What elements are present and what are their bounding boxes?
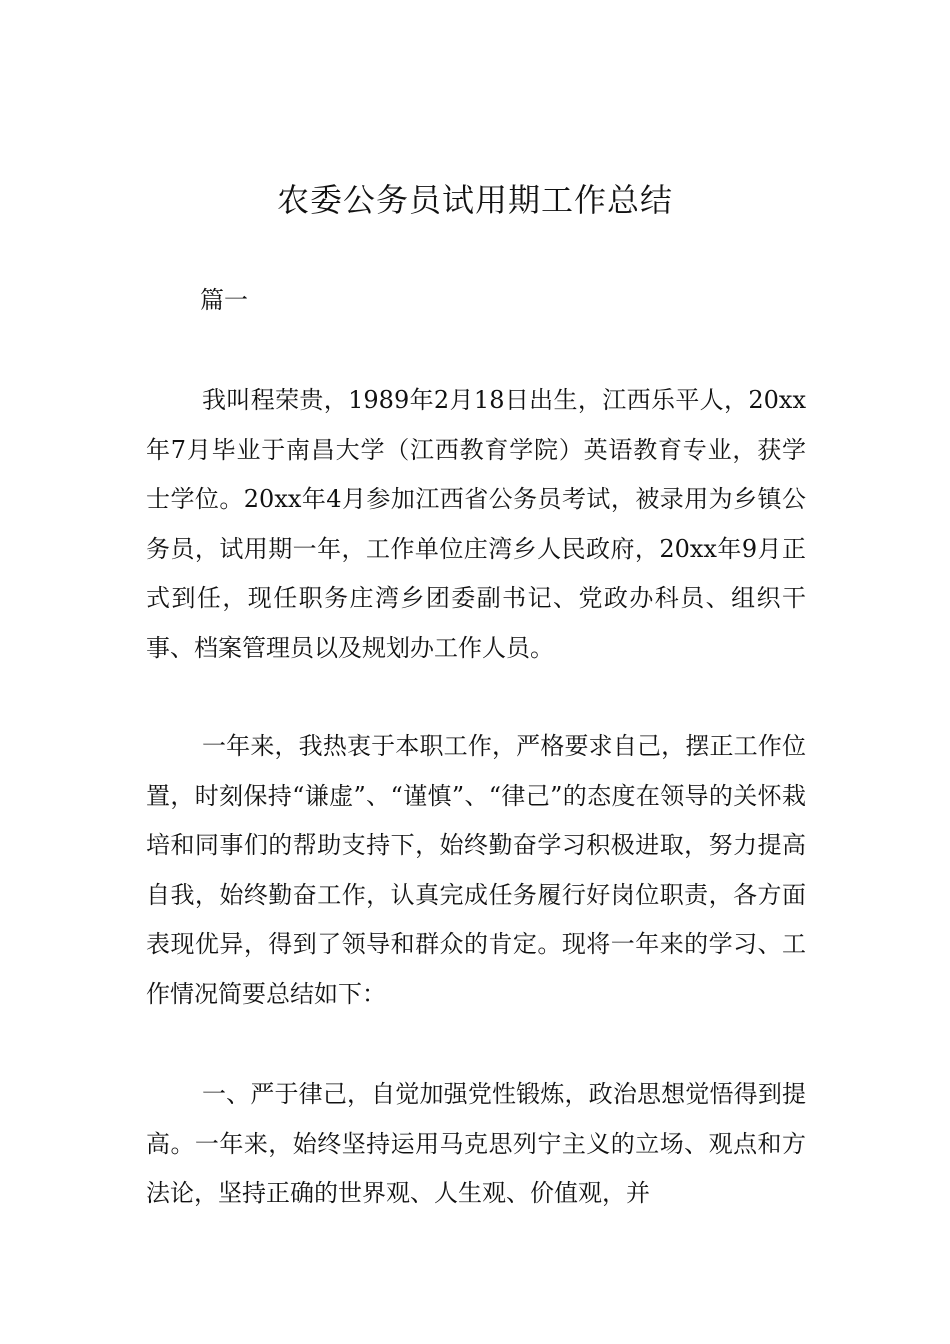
paragraph-personal-info: 我叫程荣贵，1989年2月18日出生，江西乐平人，20xx年7月毕业于南昌大学（江西教育学院）英语教育专业，获学士学位。20xx年4月参加江西省公务员考试，被录用为乡镇公务员，试用期一年，工作单位庄湾乡人民政府，20xx年9月正式到任，现任职务庄湾乡团委副书记、党政办科员、组织干事、档案管理员以及规划办工作人员。	[146, 386, 806, 662]
document-title: 农委公务员试用期工作总结	[276, 181, 673, 219]
section-label: 篇一	[200, 286, 248, 314]
paragraph-section-one: 一、严于律己，自觉加强党性锻炼，政治思想觉悟得到提高。一年来，始终坚持运用马克思列宁主义的立场、观点和方法论，坚持正确的世界观、人生观、价值观，并	[146, 1080, 806, 1207]
paragraph-year-overview: 一年来，我热衷于本职工作，严格要求自己，摆正工作位置，时刻保持“谦虚”、“谨慎”、“律己”的态度在领导的关怀栽培和同事们的帮助支持下，始终勤奋学习积极进取，努力提高自我，始终勤奋工作，认真完成任务履行好岗位职责，各方面表现优异，得到了领导和群众的肯定。现将一年来的学习、工作情况简要总结如下：	[146, 732, 806, 1008]
